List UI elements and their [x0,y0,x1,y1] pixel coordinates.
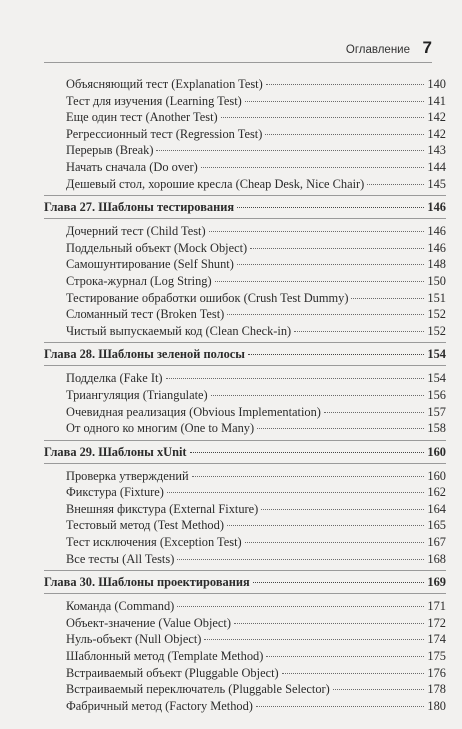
toc-entry [44,370,446,387]
entry-title: Встраиваемый объект (Pluggable Object) [66,665,279,680]
toc-entry [44,681,446,698]
dot-leader [227,314,424,315]
dot-leader [234,623,424,624]
toc-entry [44,387,446,404]
entry-title: Команда (Command) [66,599,175,614]
entry-page-number: 143 [427,143,446,158]
entry-page-number: 154 [427,371,446,386]
entry-page-number: 162 [427,485,446,500]
entry-page-number: 180 [427,698,446,713]
toc-entry [44,631,446,648]
chapter-heading [44,195,446,219]
page-header [44,38,432,63]
entry-page-number: 164 [427,501,446,516]
toc-entry [44,517,446,534]
dot-leader [209,231,425,232]
chapter-title: Глава 27. Шаблоны тестирования [44,200,235,215]
dot-leader [204,639,424,640]
toc-entry [44,126,446,143]
dot-leader [282,673,425,674]
entry-page-number: 141 [427,93,446,108]
entry-title: Встраиваемый переключатель (Pluggable Selector) [66,682,330,697]
entry-title: Поддельный объект (Mock Object) [66,240,248,255]
toc-entry [44,109,446,126]
dot-leader [248,354,424,355]
entry-page-number: 167 [427,535,446,550]
dot-leader [245,101,425,102]
dot-leader [221,117,425,118]
toc-entry [44,142,446,159]
dot-leader [167,492,424,493]
entry-page-number: 150 [427,273,446,288]
entry-title: Объясняющий тест (Explanation Test) [66,77,263,91]
entry-title: Тест исключения (Exception Test) [66,535,242,550]
toc-entry [44,256,446,273]
dot-leader [211,395,425,396]
chapter-heading [44,342,446,366]
entry-title: Тестирование обработки ошибок (Crush Test Dummy) [66,290,349,305]
entry-title: Триангуляция (Triangulate) [66,387,208,402]
toc-entry [44,404,446,421]
dot-leader [177,606,424,607]
entry-title: Тест для изучения (Learning Test) [66,93,242,108]
toc-entry [44,551,446,568]
dot-leader [227,525,424,526]
toc-entry [44,323,446,340]
entry-page-number: 142 [427,110,446,125]
toc-entry [44,534,446,551]
dot-leader [257,428,424,429]
entry-title: Сломанный тест (Broken Test) [66,307,225,322]
entry-title: Самошунтирование (Self Shunt) [66,257,234,272]
dot-leader [256,706,424,707]
chapter-title: Глава 30. Шаблоны проектирования [44,575,250,590]
entry-page-number: 178 [427,682,446,697]
entry-title: Внешняя фикстура (External Fixture) [66,501,259,516]
dot-leader [367,184,424,185]
toc-entry [44,93,446,110]
toc-entry [44,240,446,257]
entry-page-number: 157 [427,404,446,419]
entry-title: Фикстура (Fixture) [66,485,164,500]
entry-title: Очевидная реализация (Obvious Implementation) [66,404,321,419]
toc-entry [44,290,446,307]
page-number: 7 [422,38,432,57]
dot-leader [266,656,424,657]
entry-page-number: 168 [427,551,446,566]
entry-page-number: 146 [427,224,446,239]
entry-title: Все тесты (All Tests) [66,551,175,566]
entry-page-number: 171 [427,599,446,614]
dot-leader [192,476,425,477]
entry-page-number: 140 [427,77,446,91]
dot-leader [351,298,424,299]
entry-title: Шаблонный метод (Template Method) [66,649,264,664]
entry-title: Начать сначала (Do over) [66,159,198,174]
entry-page-number: 152 [427,323,446,338]
chapter-title: Глава 28. Шаблоны зеленой полосы [44,347,245,362]
dot-leader [333,689,425,690]
entry-title: Объект-значение (Value Object) [66,615,231,630]
dot-leader [324,412,424,413]
entry-page-number: 142 [427,126,446,141]
dot-leader [190,452,425,453]
entry-page-number: 156 [427,387,446,402]
dot-leader [156,150,424,151]
chapter-heading [44,440,446,464]
entry-title: Чистый выпускаемый код (Clean Check-in) [66,323,292,338]
dot-leader [294,331,424,332]
toc-entry [44,159,446,176]
entry-page-number: 165 [427,518,446,533]
entry-title: Тестовый метод (Test Method) [66,518,224,533]
entry-page-number: 174 [427,632,446,647]
toc-entry [44,223,446,240]
dot-leader [237,207,424,208]
entry-title: Строка-журнал (Log String) [66,273,212,288]
toc-entry [44,273,446,290]
chapter-title: Глава 29. Шаблоны xUnit [44,444,187,459]
toc-entry [44,176,446,193]
dot-leader [253,582,425,583]
chapter-page-number: 169 [427,575,446,590]
entry-page-number: 148 [427,257,446,272]
dot-leader [177,559,424,560]
entry-title: От одного ко многим (One to Many) [66,421,255,436]
toc-entry [44,306,446,323]
entry-page-number: 176 [427,665,446,680]
entry-title: Регрессионный тест (Regression Test) [66,126,263,141]
dot-leader [166,378,425,379]
entry-page-number: 152 [427,307,446,322]
dot-leader [250,248,424,249]
entry-title: Еще один тест (Another Test) [66,110,218,125]
entry-title: Фабричный метод (Factory Method) [66,698,253,713]
toc-entry [44,420,446,437]
dot-leader [245,542,425,543]
toc-entry [44,648,446,665]
dot-leader [265,134,424,135]
entry-page-number: 175 [427,649,446,664]
toc-entry [44,665,446,682]
entry-page-number: 158 [427,421,446,436]
section-title: Оглавление [345,44,410,56]
chapter-heading [44,570,446,594]
toc-entry [44,468,446,485]
entry-page-number: 151 [427,290,446,305]
chapter-page-number: 154 [427,347,446,362]
entry-page-number: 146 [427,240,446,255]
chapter-page-number: 146 [427,200,446,215]
dot-leader [237,264,425,265]
entry-title: Проверка утверждений [66,468,189,483]
dot-leader [266,84,425,85]
entry-page-number: 172 [427,615,446,630]
entry-title: Дочерний тест (Child Test) [66,224,206,239]
entry-page-number: 160 [427,468,446,483]
dot-leader [201,167,425,168]
toc-entry [44,598,446,615]
entry-page-number: 144 [427,159,446,174]
toc-entry [44,501,446,518]
toc-entry [44,615,446,632]
entry-page-number: 145 [427,176,446,191]
table-of-contents [44,76,446,714]
entry-title: Дешевый стол, хорошие кресла (Cheap Desk, Nice Chair) [66,176,365,191]
entry-title: Перерыв (Break) [66,143,154,158]
dot-leader [261,509,424,510]
chapter-page-number: 160 [427,444,446,459]
toc-entry [44,698,446,715]
dot-leader [215,281,425,282]
toc-entry [44,484,446,501]
toc-entry [44,76,446,93]
entry-title: Нуль-объект (Null Object) [66,632,202,647]
entry-title: Подделка (Fake It) [66,371,163,386]
